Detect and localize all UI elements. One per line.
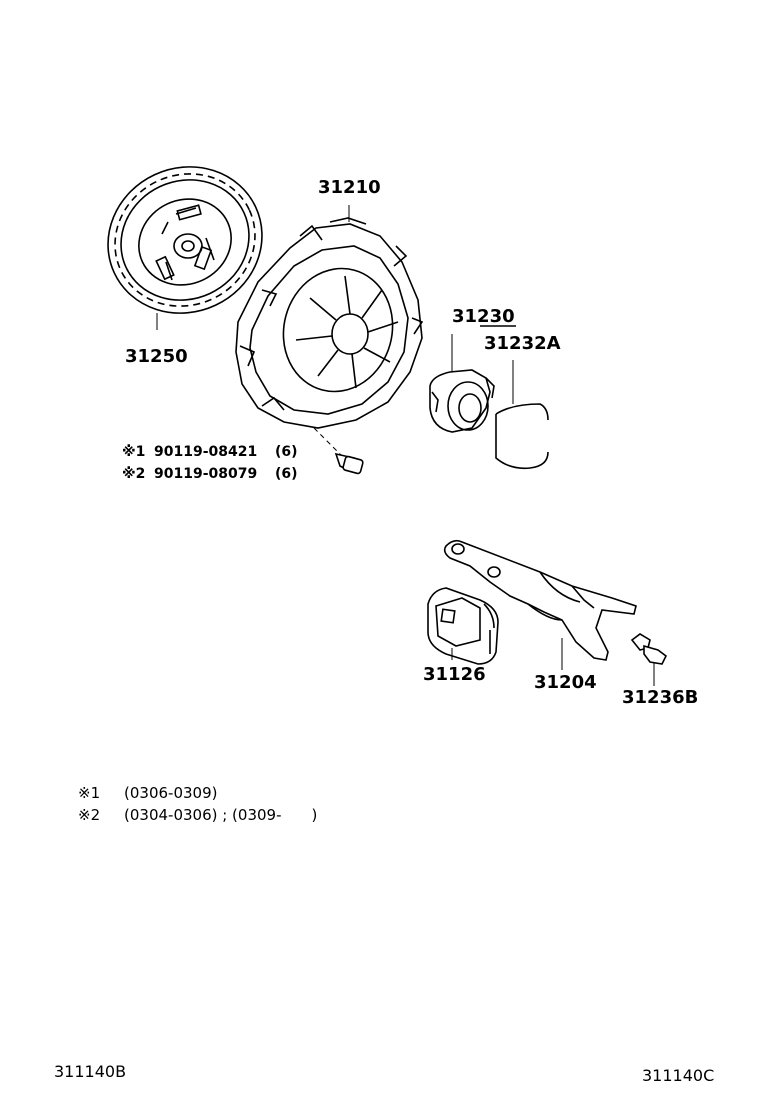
illustration-code-left: 311140B [54, 1062, 127, 1081]
disc-part-label: 31250 [125, 346, 188, 367]
note1-mark: ※1 [78, 784, 101, 802]
fork-boot-drawing [428, 588, 498, 664]
bolt1-part-number: 90119-08421 [154, 444, 258, 460]
fork-part-label: 31204 [534, 672, 597, 693]
pivot-stud-drawing [632, 634, 666, 686]
clutch-cover-drawing [236, 205, 422, 428]
bearing-sleeve-part-label: 31232A [484, 333, 561, 354]
bolt2-quantity: (6) [275, 466, 298, 482]
bolt2-mark: ※2 [122, 466, 146, 482]
boot-part-label: 31126 [423, 664, 486, 685]
cover-part-label: 31210 [318, 177, 381, 198]
bearing-sleeve-drawing [496, 360, 548, 468]
bolt1-mark: ※1 [122, 444, 146, 460]
pivot-part-label: 31236B [622, 687, 699, 708]
note2-text: (0304-0306) ; (0309- ) [124, 806, 318, 824]
bearing-part-label: 31230 [452, 306, 515, 327]
bolt2-part-number: 90119-08079 [154, 466, 258, 482]
illustration-code-right: 311140C [642, 1066, 715, 1085]
bolt1-quantity: (6) [275, 444, 298, 460]
note1-text: (0306-0309) [124, 784, 218, 802]
cover-bolt-drawing [314, 428, 364, 474]
note2-mark: ※2 [78, 806, 101, 824]
